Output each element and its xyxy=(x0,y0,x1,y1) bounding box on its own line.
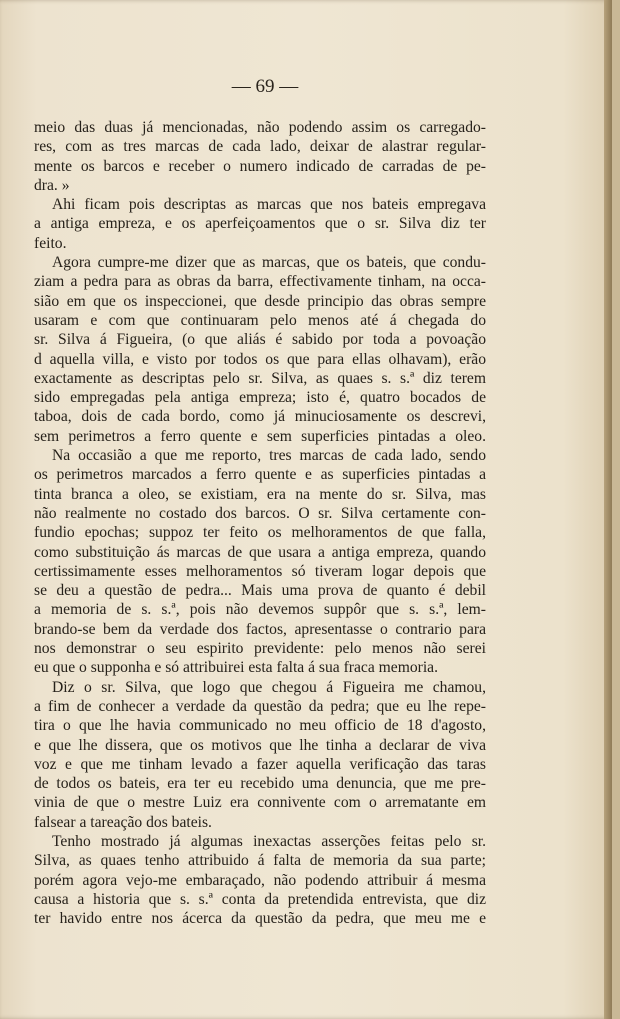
text-line: usaram e com que continuaram pelo menos até á chegada do xyxy=(34,311,486,329)
text-line: res, com as tres marcas de cada lado, deixar de alastrar regular- xyxy=(34,138,486,156)
text-line: tinta branca a oleo, se existiam, era na mente do sr. Silva, mas xyxy=(34,485,486,503)
text-line: nos demonstrar o seu espirito previdente: pelo menos não serei xyxy=(34,640,486,658)
text-line: se deu a questão de pedra... Mais uma prova de quanto é debil xyxy=(34,582,486,600)
text-line: ziam a pedra para as obras da barra, effectivamente tinham, na occa- xyxy=(34,273,486,291)
text-line: vinia de que o mestre Luiz era connivente com o arrematante em xyxy=(34,794,486,812)
text-line: Na occasião a que me reporto, tres marcas de cada lado, sendo xyxy=(52,447,486,465)
text-line: brando-se bem da verdade dos factos, apresentasse o contrario para xyxy=(34,620,486,638)
text-line: sido empregadas pela antiga empreza; isto é, quatro bocados de xyxy=(34,389,486,407)
text-line: causa a historia que s. s.ª conta da pretendida entrevista, que diz xyxy=(34,890,486,908)
text-line: a memoria de s. s.ª, pois não devemos suppôr que s. s.ª, lem- xyxy=(34,601,486,619)
page-number: — 69 — xyxy=(231,76,299,97)
text-line: taboa, dois de cada bordo, como já minuciosamente os descrevi, xyxy=(34,408,486,426)
text-line: meio das duas já mencionadas, não podendo assim os carregado- xyxy=(34,119,486,136)
text-line: dra. » xyxy=(34,176,70,194)
text-line: ter havido entre nos ácerca da questão da pedra, que meu me e xyxy=(34,910,486,928)
text-line: voz e que me tinham levado a fazer aquella verificação das taras xyxy=(34,755,486,773)
text-line: sr. Silva á Figueira, (o que aliás é sabido por toda a povoação xyxy=(34,331,486,349)
text-line: de todos os bateis, era ter eu recebido uma denuncia, que me pre- xyxy=(34,775,486,793)
text-line: exactamente as descriptas pelo sr. Silva, as quaes s. s.ª diz terem xyxy=(34,369,486,387)
text-line: e que lhe dissera, que os motivos que lhe tinha a declarar de viva xyxy=(34,736,486,754)
text-line: Diz o sr. Silva, que logo que chegou á Figueira me chamou, xyxy=(52,678,486,696)
text-line: Ahi ficam pois descriptas as marcas que nos bateis empregava xyxy=(52,196,486,214)
text-line: tira o que lhe havia communicado no meu officio de 18 d'agosto, xyxy=(34,717,486,735)
text-line: falsear a tareação dos bateis. xyxy=(34,813,212,831)
text-line: d aquella villa, e visto por todos os que para ellas olhavam), erão xyxy=(34,350,486,368)
text-line: Agora cumpre-me dizer que as marcas, que os bateis, que condu- xyxy=(52,254,486,272)
text-line: eu que o supponha e só attribuirei esta falta á sua fraca memoria. xyxy=(34,659,438,677)
text-line: feito. xyxy=(34,234,67,252)
text-line: porém agora vejo-me embaraçado, não podendo attribuir á mesma xyxy=(34,871,486,889)
text-line: certissimamente esses melhoramentos só tiveram logar depois que xyxy=(34,562,486,580)
text-line: sem perimetros a ferro quente e sem superficies pintadas a oleo. xyxy=(34,427,486,445)
text-line: os perimetros marcados a ferro quente e as superficies pintadas a xyxy=(34,466,486,484)
text-line: a fim de conhecer a verdade da questão da pedra; que eu lhe repe- xyxy=(34,697,486,715)
page-edge xyxy=(604,0,612,1019)
text-line: Silva, as quaes tenho attribuido á falta de memoria da sua parte; xyxy=(34,852,486,870)
text-line: como substituição ás marcas de que usara a antiga empreza, quando xyxy=(34,543,486,561)
text-line: a antiga empreza, e os aperfeiçoamentos que o sr. Silva diz ter xyxy=(34,215,486,233)
text-line: mente os barcos e receber o numero indicado de carradas de pe- xyxy=(34,157,486,175)
text-line: fundio epochas; suppoz ter feito os melhoramentos de que falla, xyxy=(34,524,486,542)
text-line: Tenho mostrado já algumas inexactas asserções feitas pelo sr. xyxy=(52,832,486,850)
body-text xyxy=(34,118,486,928)
text-line: sião em que os inspeccionei, que desde principio das obras sempre xyxy=(34,292,486,310)
text-line: não realmente no costado dos barcos. O sr. Silva certamente con- xyxy=(34,504,486,522)
